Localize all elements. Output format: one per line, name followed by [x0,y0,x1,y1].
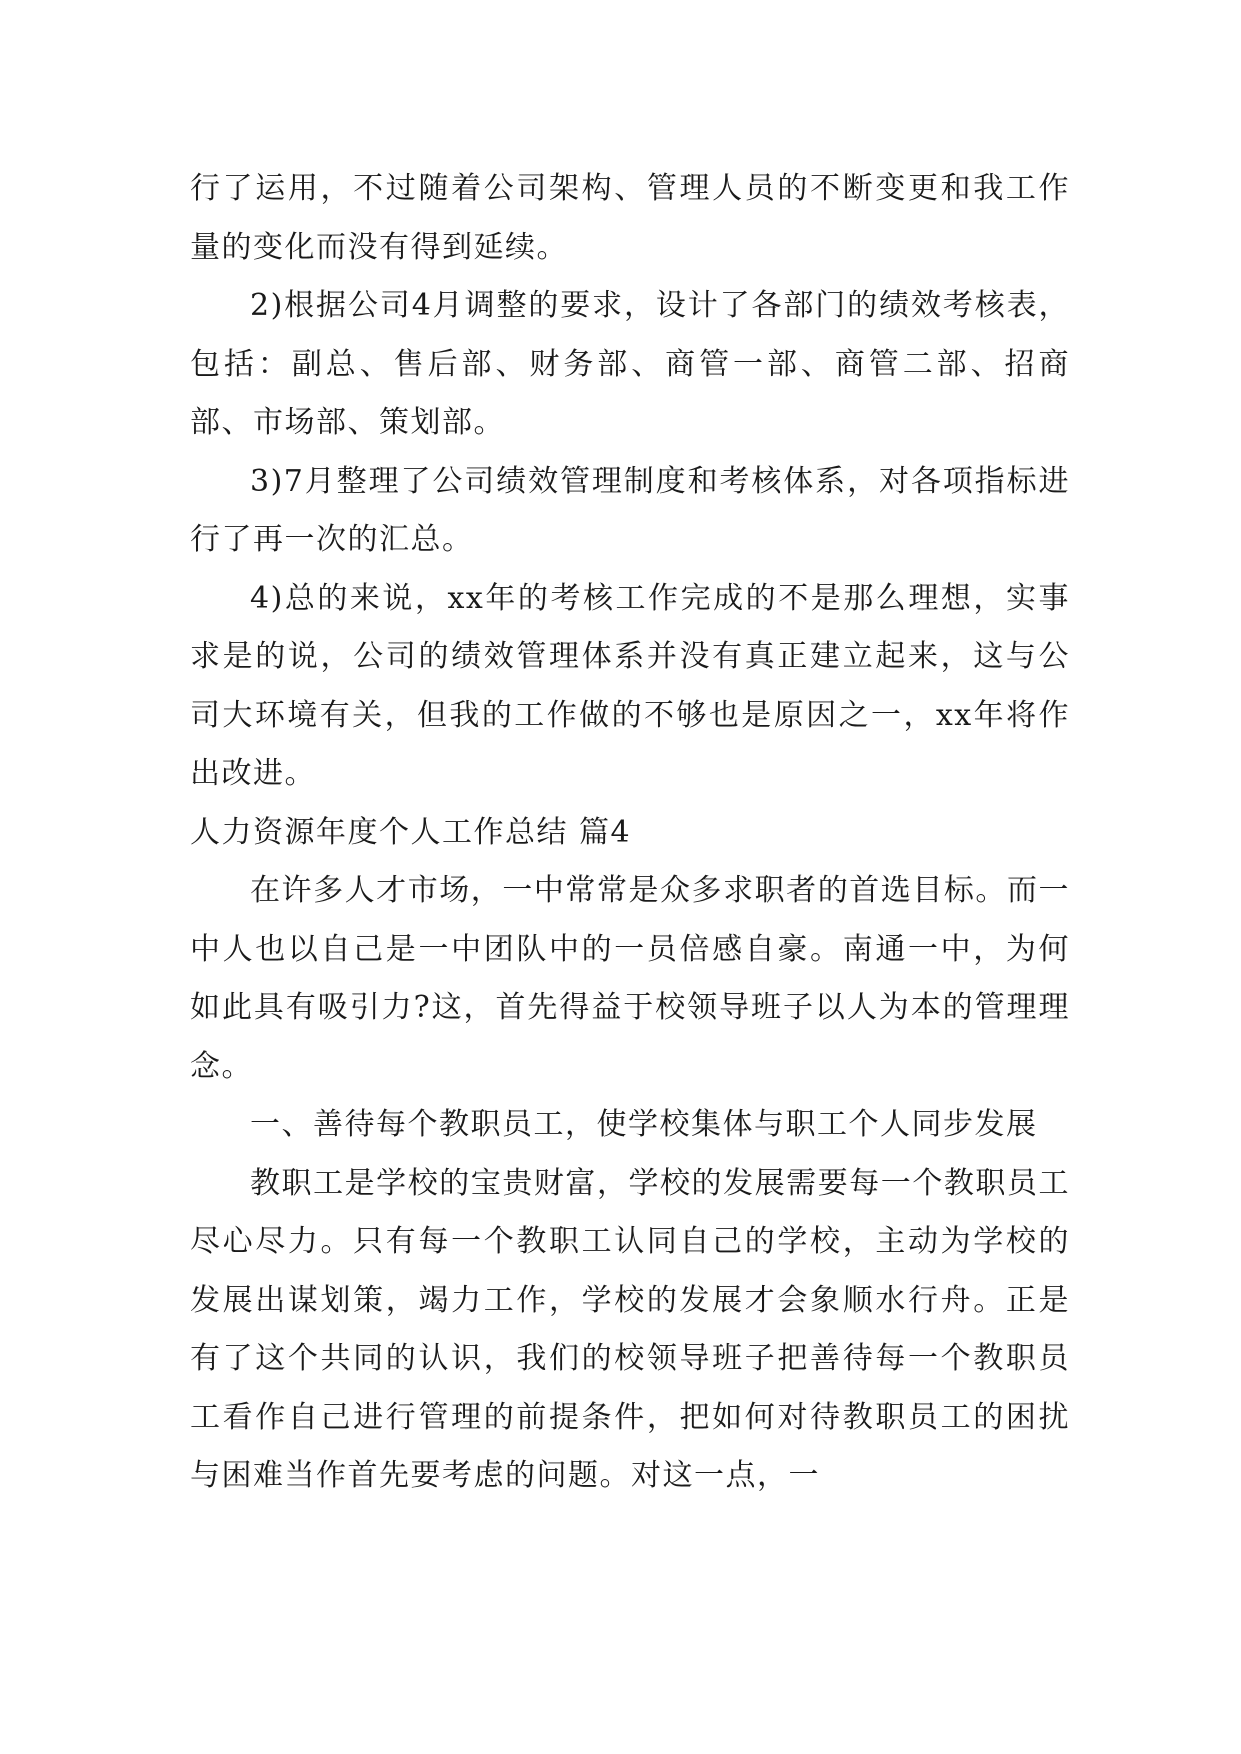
intro-paragraph: 在许多人才市场，一中常常是众多求职者的首选目标。而一中人也以自己是一中团队中的一员倍感自豪。南通一中，为何如此具有吸引力?这，首先得益于校领导班子以人为本的管理理念。 [190,873,1070,1084]
continuation-paragraph: 行了运用，不过随着公司架构、管理人员的不断变更和我工作量的变化而没有得到延续。 [190,171,1070,265]
body-paragraph: 教职工是学校的宝贵财富，学校的发展需要每一个教职员工尽心尽力。只有每一个教职工认同自己的学校，主动为学校的发展出谋划策，竭力工作，学校的发展才会象顺水行舟。正是有了这个共同的认识，我们的校领导班子把善待每一个教职员工看作自己进行管理的前提条件，把如何对待教职员工的困扰与困难当作首先要考虑的问题。对这一点，一 [190,1165,1070,1493]
list-item-3: 3)7月整理了公司绩效管理制度和考核体系，对各项指标进行了再一次的汇总。 [190,463,1070,557]
section-title-1: 一、善待每个教职员工，使学校集体与职工个人同步发展 [250,1107,1038,1142]
list-item-2: 2)根据公司4月调整的要求，设计了各部门的绩效考核表，包括：副总、售后部、财务部、商管一部、商管二部、招商部、市场部、策划部。 [190,288,1070,440]
list-item-4: 4)总的来说，xx年的考核工作完成的不是那么理想，实事求是的说，公司的绩效管理体系并没有真正建立起来，这与公司大环境有关，但我的工作做的不够也是原因之一，xx年将作出改进。 [190,580,1070,791]
document-body [190,160,1070,1506]
section-heading: 人力资源年度个人工作总结 篇4 [190,814,632,850]
